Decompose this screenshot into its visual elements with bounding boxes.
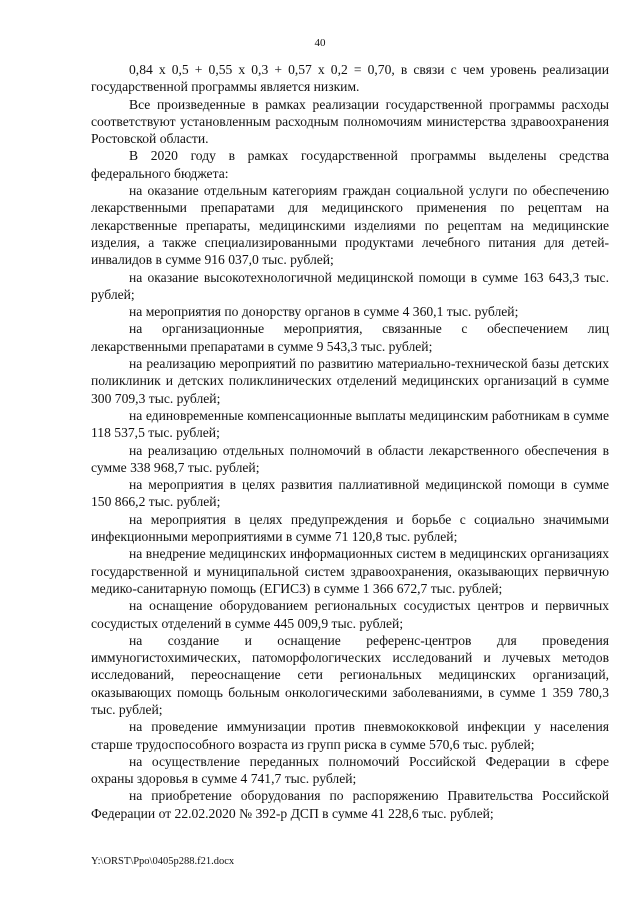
paragraph-socially-significant-infections: на мероприятия в целях предупреждения и борьбе с социально значимыми инфекционными мероприятиями в сумме 71 120,8 тыс. рублей; <box>91 511 609 545</box>
paragraph-drug-provision: на оказание отдельным категориям граждан социальной услуги по обеспечению лекарственными препаратами для медицинского применения по рецептам на лекарственные препараты, медицинскими изделиями по рецептам на медицинские изделия, а также специализированными продуктами лечебного питания для детей-инвалидов в сумме 916 037,0 тыс. рублей; <box>91 183 609 268</box>
paragraph-organizational-measures: на организационные мероприятия, связанные с обеспечением лиц лекарственными препаратами в сумме 9 543,3 тыс. рублей; <box>91 321 609 354</box>
paragraph-federal-funds-intro: В 2020 году в рамках государственной программы выделены средства федерального бюджета: <box>91 148 609 181</box>
document-body <box>91 61 609 822</box>
page-number: 40 <box>314 37 326 49</box>
footer-file-path: Y:\ORST\Ppo\0405p288.f21.docx <box>91 856 235 867</box>
paragraph-delegated-powers: на осуществление переданных полномочий Российской Федерации в сфере охраны здоровья в сумме 4 741,7 тыс. рублей; <box>91 753 609 787</box>
paragraph-equipment-purchase: на приобретение оборудования по распоряжению Правительства Российской Федерации от 22.02.2020 № 392-р ДСП в сумме 41 228,6 тыс. рублей; <box>91 788 609 821</box>
paragraph-pneumococcal-immunization: на проведение иммунизации против пневмококковой инфекции у населения старше трудоспособного возраста из групп риска в сумме 570,6 тыс. рублей; <box>91 719 609 752</box>
paragraph-vascular-centers: на оснащение оборудованием региональных сосудистых центров и первичных сосудистых отделений в сумме 445 009,9 тыс. рублей; <box>91 598 609 631</box>
paragraph-organ-donation: на мероприятия по донорству органов в сумме 4 360,1 тыс. рублей; <box>129 304 519 320</box>
paragraph-efficiency-formula: 0,84 x 0,5 + 0,55 x 0,3 + 0,57 x 0,2 = 0,70, в связи с чем уровень реализации государственной программы является низким. <box>91 62 609 95</box>
paragraph-expenses-compliance: Все произведенные в рамках реализации государственной программы расходы соответствуют установленным расходным полномочиям министерства здравоохранения Ростовской области. <box>91 96 609 147</box>
paragraph-children-polyclinics: на реализацию мероприятий по развитию материально-технической базы детских поликлиник и детских поликлинических отделений медицинских организаций в сумме 300 709,3 тыс. рублей; <box>91 356 609 406</box>
paragraph-egisz: на внедрение медицинских информационных систем в медицинских организациях государственной и муниципальной систем здравоохранения, оказывающих первичную медико-санитарную помощь (ЕГИСЗ) в сумме 1 366 672,7 тыс. рублей; <box>91 546 609 596</box>
paragraph-compensation-payments: на единовременные компенсационные выплаты медицинским работникам в сумме 118 537,5 тыс. рублей; <box>91 407 609 441</box>
paragraph-high-tech-care: на оказание высокотехнологичной медицинской помощи в сумме 163 643,3 тыс. рублей; <box>91 269 609 302</box>
paragraph-palliative-care: на мероприятия в целях развития паллиативной медицинской помощи в сумме 150 866,2 тыс. рублей; <box>91 477 609 510</box>
paragraph-reference-centers: на создание и оснащение референс-центров для проведения иммуногистохимических, патоморфологических исследований и лучевых методов исследований, переоснащение сети региональных медицинских организаций, оказывающих помощь больным онкологическими заболеваниями, в сумме 1 359 780,3 тыс. рублей; <box>91 632 609 717</box>
paragraph-drug-supply-powers: на реализацию отдельных полномочий в области лекарственного обеспечения в сумме 338 968,7 тыс. рублей; <box>91 442 609 475</box>
